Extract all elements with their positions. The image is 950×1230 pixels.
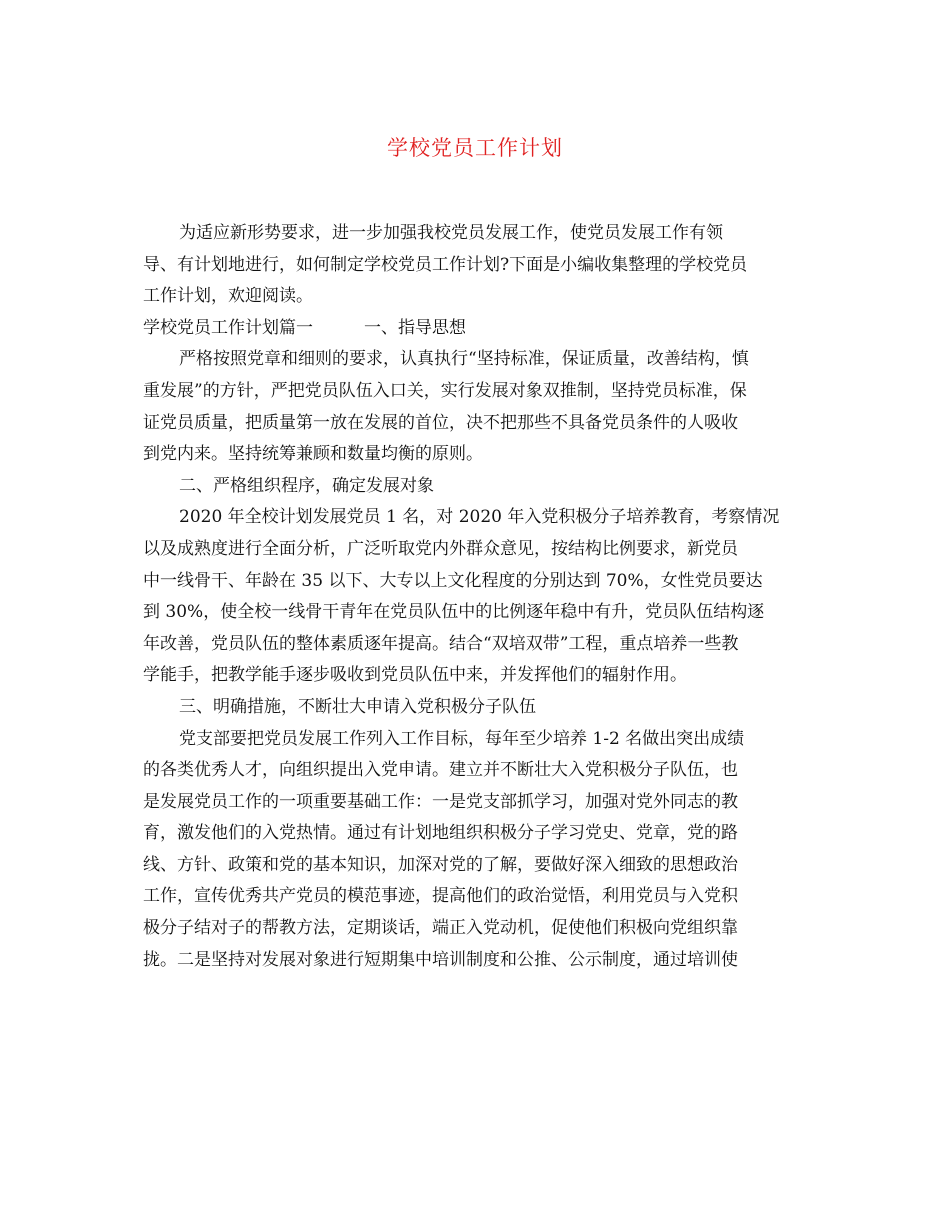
text-line: 拢。二是坚持对发展对象进行短期集中培训制度和公推、公示制度，通过培训使	[143, 949, 738, 970]
text-line: 的各类优秀人才，向组织提出入党申请。建立并不断壮大入党积极分子队伍，也	[143, 760, 738, 781]
text-line: 导、有计划地进行，如何制定学校党员工作计划?下面是小编收集整理的学校党员	[143, 254, 748, 275]
text-line: 是发展党员工作的一项重要基础工作：一是党支部抓学习，加强对党外同志的教	[143, 791, 738, 812]
document-body	[143, 218, 813, 976]
text-line: 育，激发他们的入党热情。通过有计划地组织积极分子学习党史、党章，党的路	[143, 823, 738, 844]
text-line: 年改善，党员队伍的整体素质逐年提高。结合“双培双带”工程，重点培养一些教	[143, 633, 739, 654]
text-line: 学校党员工作计划篇一 一、指导思想	[143, 317, 466, 338]
text-line: 学能手，把教学能手逐步吸收到党员队伍中来，并发挥他们的辐射作用。	[143, 665, 687, 686]
text-line: 2020 年全校计划发展党员 1 名，对 2020 年入党积极分子培养教育，考察情况	[179, 507, 780, 528]
text-line: 工作，宣传优秀共产党员的模范事迹，提高他们的政治觉悟，利用党员与入党积	[143, 886, 738, 907]
text-line: 到党内来。坚持统筹兼顾和数量均衡的原则。	[143, 444, 483, 465]
text-line: 极分子结对子的帮教方法，定期谈话，端正入党动机，促使他们积极向党组织靠	[143, 918, 738, 939]
text-line: 为适应新形势要求，进一步加强我校党员发展工作，使党员发展工作有领	[179, 223, 723, 243]
text-line: 重发展”的方针，严把党员队伍入口关，实行发展对象双推制，坚持党员标准，保	[143, 380, 747, 401]
text-line: 二、严格组织程序，确定发展对象	[179, 475, 434, 496]
text-line: 严格按照党章和细则的要求，认真执行“坚持标准，保证质量，改善结构，慎	[179, 349, 749, 370]
text-line: 证党员质量，把质量第一放在发展的首位，决不把那些不具备党员条件的人吸收	[143, 412, 738, 433]
text-line: 中一线骨干、年龄在 35 以下、大专以上文化程度的分别达到 70%，女性党员要达	[143, 570, 763, 591]
text-line: 以及成熟度进行全面分析，广泛听取党内外群众意见，按结构比例要求，新党员	[143, 538, 738, 559]
document-title: 学校党员工作计划	[387, 136, 563, 160]
text-line: 党支部要把党员发展工作列入工作目标，每年至少培养 1-2 名做出突出成绩	[179, 728, 745, 749]
text-line: 到 30%，使全校一线骨干青年在党员队伍中的比例逐年稳中有升，党员队伍结构逐	[143, 602, 765, 623]
text-line: 工作计划，欢迎阅读。	[143, 286, 313, 307]
text-line: 线、方针、政策和党的基本知识，加深对党的了解，要做好深入细致的思想政治	[143, 854, 738, 875]
text-line: 三、明确措施，不断壮大申请入党积极分子队伍	[179, 696, 536, 717]
